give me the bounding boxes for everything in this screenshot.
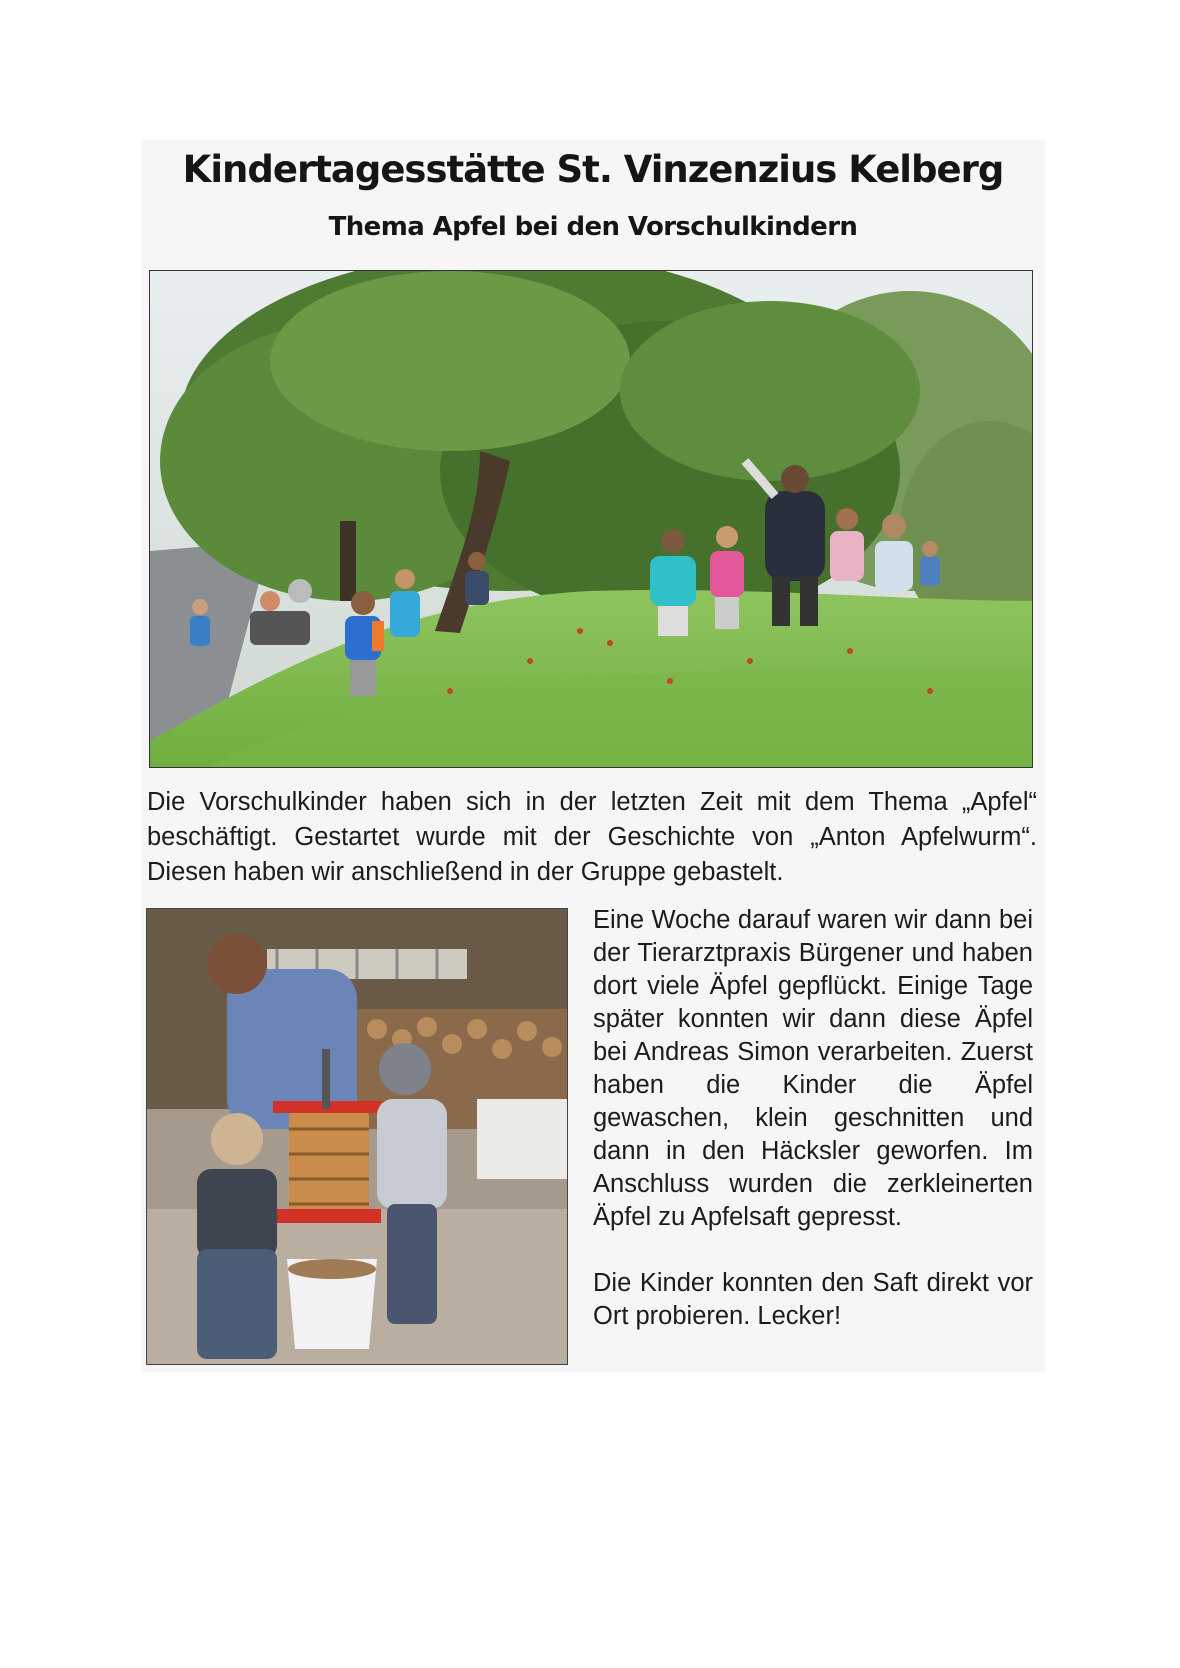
paragraph-2: Die Kinder konnten den Saft direkt vor Ort probieren. Lecker! [593, 1269, 1033, 1330]
photo-apple-picking [149, 270, 1033, 768]
article-title: Kindertagesstätte St. Vinzenzius Kelberg [182, 148, 1004, 191]
photo-apple-press [146, 908, 568, 1365]
article [141, 140, 1045, 1372]
article-subtitle: Thema Apfel bei den Vorschulkindern [328, 212, 858, 242]
side-text [593, 904, 1033, 1333]
intro-paragraph: Die Vorschulkinder haben sich in der letzten Zeit mit dem Thema „Apfel“ beschäftigt. Gestartet wurde mit der Geschichte von „Anton Apfelwurm“. Diesen haben wir anschließend in der Gruppe gebastelt. [147, 788, 1037, 886]
paragraph-1: Eine Woche darauf waren wir dann bei der Tierarztpraxis Bürgener und haben dort viele Äpfel gepflückt. Einige Tage später konnten wir dann diese Äpfel bei Andreas Simon verarbeiten. Zuerst haben die Kinder die Äpfel gewaschen, klein geschnitten und dann in den Häcksler geworfen. Im Anschluss wurden die zerkleinerten Äpfel zu Apfelsaft gepresst. [593, 906, 1033, 1231]
